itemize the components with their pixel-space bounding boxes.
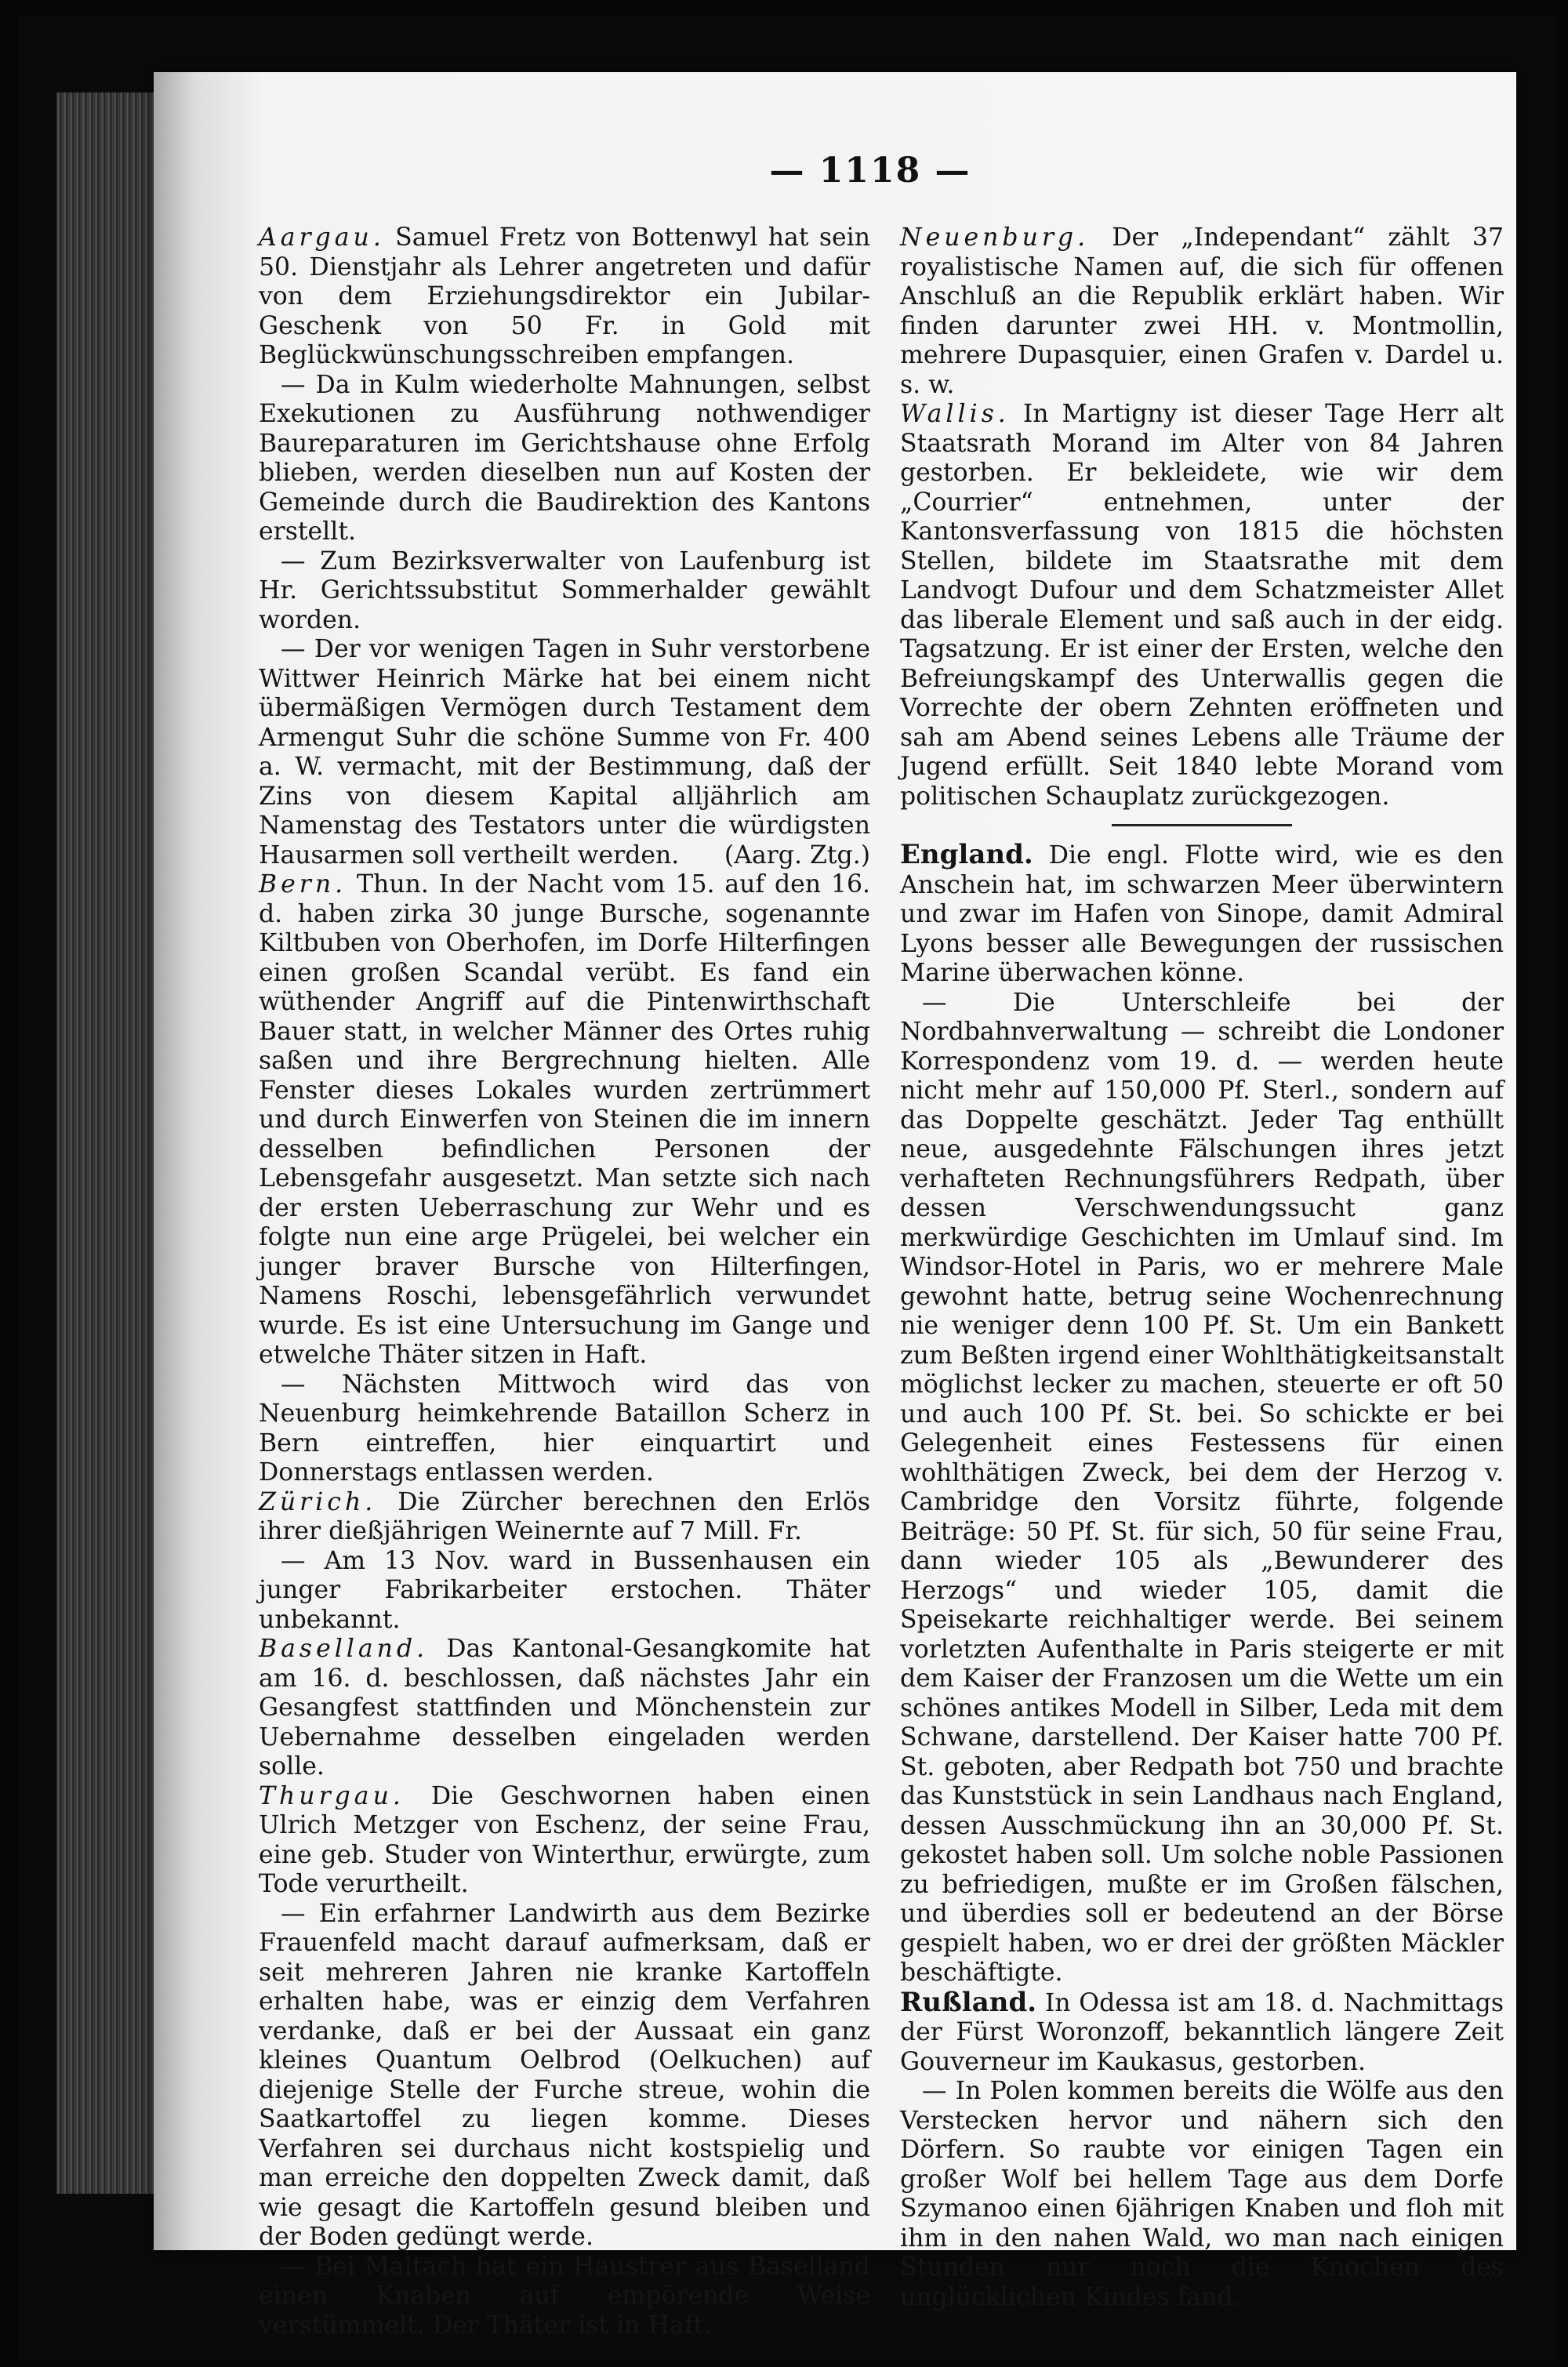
article-england-flotte: [900, 840, 1504, 989]
article-aargau-fretz: [259, 223, 870, 371]
article-text: — In Polen kommen bereits die Wölfe aus den Verstecken hervor und nähern sich den Dörfern. So raubte vor einigen Tagen ein großer Wolf bei hellem Tage aus dem Dorfe Szymanoo einen 6jährigen Knaben und floh mit ihm in den nahen Wald, wo man nach einigen Stunden nur noch die Knochen des unglücklichen Kindes fand.: [900, 2077, 1504, 2311]
article-text: — Die Unterschleife bei der Nordbahnverwaltung — schreibt die Londoner Korrespondenz vom 19. d. — werden heute nicht mehr auf 150,000 Pf. Sterl., sondern auf das Doppelte geschätzt. Jeder Tag enthüllt neue, ausgedehnte Fälschungen ihres jetzt verhafteten Rechnungsführers Redpath, über dessen Verschwendungssucht ganz merkwürdige Geschichten im Umlauf sind. Im Windsor-Hotel in Paris, wo er mehrere Male gewohnt hatte, betrug seine Wochenrechnung nie weniger denn 100 Pf. St. Um ein Bankett zum Beßten irgend einer Wohlthätigkeitsanstalt möglichst lecker zu machen, steuerte er oft 50 und auch 100 Pf. St. bei. So schickte er bei Gelegenheit eines Festessens für einen wohlthätigen Zweck, bei dem der Herzog v. Cambridge den Vorsitz führte, folgende Beiträge: 50 Pf. St. für sich, 50 für seine Frau, dann wieder 105 als „Bewunderer des Herzogs“ und wieder 105, damit die Speisekarte reichhaltiger werde. Bei seinem vorletzten Aufenthalte in Paris steigerte er mit dem Kaiser der Franzosen um die Wette um ein schönes antikes Modell in Silber, Leda mit dem Schwane, darstellend. Der Kaiser hatte 700 Pf. St. geboten, aber Redpath bot 750 und brachte das Kunststück in sein Landhaus nach England, dessen Ausschmückung ihn an 30,000 Pf. St. gekostet haben soll. Um solche noble Passionen zu befriedigen, mußte er im Großen fälschen, und überdies soll er bedeutend an der Börse gespielt haben, wo er drei der größten Mäckler beschäftigte.: [900, 988, 1504, 1987]
country-lead: Rußland.: [900, 1986, 1037, 2018]
article-thurgau: [259, 1782, 870, 1900]
article-text: Samuel Fretz von Bottenwyl hat sein 50. Dienstjahr als Lehrer angetreten und dafür von dem Erziehungsdirektor ein Jubilar-Geschenk von 50 Fr. in Gold mit Beglückwünschungsschreiben empfangen.: [259, 223, 870, 369]
page-number: — 1118 —: [769, 151, 971, 191]
region-lead: Thurgau.: [259, 1781, 405, 1810]
article-text: — Da in Kulm wiederholte Mahnungen, selbst Exekutionen zu Ausführung nothwendiger Baureparaturen im Gerichtshause ohne Erfolg blieben, werden dieselben nun auf Kosten der Gemeinde durch die Baudirektion des Kantons erstellt.: [259, 370, 870, 546]
article-text: — Am 13 Nov. ward in Bussenhausen ein junger Fabrikarbeiter erstochen. Thäter unbekannt.: [259, 1546, 870, 1634]
article-wallis: [900, 400, 1504, 811]
article-text: — Ein erfahrner Landwirth aus dem Bezirke Frauenfeld macht darauf aufmerksam, daß er seit mehreren Jahren nie kranke Kartoffeln erhalten habe, was er einzig dem Verfahren verdanke, daß er bei der Aussaat ein ganz kleines Quantum Oelbrod (Oelkuchen) auf diejenige Stelle der Furche streue, wohin die Saatkartoffel zu liegen komme. Dieses Verfahren sei durchaus nicht kostspielig und man erreiche den doppelten Zweck damit, daß wie gesagt die Kartoffeln gesund bleiben und der Boden gedüngt werde.: [259, 1899, 870, 2251]
article-baselland: [259, 1635, 870, 1782]
left-column: [259, 223, 870, 2340]
article-text: — Der vor wenigen Tagen in Suhr verstorbene Wittwer Heinrich Märke hat bei einem nicht übermäßigen Vermögen durch Testament dem Armengut Suhr die schöne Summe von Fr. 400 a. W. vermacht, mit der Bestimmung, daß der Zins von diesem Kapital alljährlich am Namenstag des Testators unter die würdigsten Hausarmen soll vertheilt werden.: [259, 635, 870, 869]
article-text: In Odessa ist am 18. d. Nachmittags der Fürst Woronzoff, bekanntlich längere Zeit Gouverneur im Kaukasus, gestorben.: [900, 1988, 1504, 2076]
country-lead: England.: [900, 839, 1033, 870]
region-lead: Zürich.: [259, 1487, 377, 1516]
article-suhr: [259, 635, 870, 870]
region-lead: Neuenburg.: [900, 223, 1090, 252]
article-text: Thun. In der Nacht vom 15. auf den 16. d. haben zirka 30 junge Bursche, sogenannte Kiltbuben von Oberhofen, im Dorfe Hilterfingen einen großen Scandal verübt. Es fand ein wüthender Angriff auf die Pintenwirthschaft Bauer statt, in welcher Männer des Ortes ruhig saßen und ihre Bergrechnung hielten. Alle Fenster dieses Lokales wurden zertrümmert und durch Einwerfen von Steinen die im innern desselben befindlichen Personen der Lebensgefahr ausgesetzt. Man setzte sich nach der ersten Ueberraschung zur Wehr und es folgte nun eine arge Prügelei, bei welcher ein junger braver Bursche von Hilterfingen, Namens Roschi, lebensgefährlich verwundet wurde. Es ist eine Untersuchung im Gange und etwelche Thäter sitzen in Haft.: [259, 870, 871, 1369]
article-text: Die Geschwornen haben einen Ulrich Metzger von Eschenz, der seine Frau, eine geb. Studer von Winterthur, erwürgte, zum Tode verurtheilt.: [259, 1781, 870, 1898]
article-text: In Martigny ist dieser Tage Herr alt Staatsrath Morand im Alter von 84 Jahren gestorben. Er bekleidete, wie wir dem „Courrier“ entnehmen, unter der Kantonsverfassung von 1815 die höchsten Stellen, bildete im Staatsrathe mit dem Landvogt Dufour und dem Schatzmeister Allet das liberale Element und saß auch in der eidg. Tagsatzung. Er ist einer der Ersten, welche den Befreiungskampf des Unterwallis gegen die Vorrechte der obern Zehnten eröffneten und sah am Abend seines Lebens alle Träume der Jugend erfüllt. Seit 1840 lebte Morand vom politischen Schauplatz zurückgezogen.: [900, 400, 1504, 811]
region-lead: Baselland.: [259, 1635, 429, 1663]
article-redpath: [900, 989, 1504, 1988]
article-polen-woelfe: [900, 2077, 1504, 2312]
article-zuerich: [259, 1488, 870, 1547]
article-kulm: [259, 371, 870, 547]
article-text: — Nächsten Mittwoch wird das von Neuenburg heimkehrende Bataillon Scherz in Bern eintreffen, hier einquartirt und Donnerstags entlassen werden.: [259, 1370, 870, 1487]
region-lead: Bern.: [259, 870, 347, 899]
article-neuenburg: [900, 223, 1504, 400]
right-column: [900, 223, 1504, 2312]
article-text: — Zum Bezirksverwalter von Laufenburg ist Hr. Gerichtssubstitut Sommerhalder gewählt worden.: [259, 546, 870, 634]
article-text: Das Kantonal-Gesangkomite hat am 16. d. beschlossen, daß nächstes Jahr ein Gesangfest stattfinden und Mönchenstein zur Uebernahme desselben eingeladen werden solle.: [259, 1635, 870, 1781]
article-text: Der „Independant“ zählt 37 royalistische Namen auf, die sich für offenen Anschluß an die Republik erklärt haben. Wir finden darunter zwei HH. v. Montmollin, mehrere Dupasquier, einen Grafen v. Dardel u. s. w.: [900, 223, 1504, 399]
article-maltach: [259, 2253, 870, 2341]
article-bataillon: [259, 1370, 870, 1488]
article-russland-odessa: [900, 1988, 1504, 2078]
article-source: (Aarg. Ztg.): [724, 840, 870, 869]
article-laufenburg: [259, 547, 870, 636]
region-lead: Aargau.: [259, 223, 385, 252]
article-text: Die engl. Flotte wird, wie es den Anschein hat, im schwarzen Meer überwintern und zwar im Hafen von Sinope, damit Admiral Lyons besser alle Bewegungen der russischen Marine überwachen könne.: [900, 841, 1504, 987]
article-bern-thun: [259, 870, 870, 1370]
article-bussenhausen: [259, 1547, 870, 1635]
section-divider: [1112, 824, 1292, 826]
article-text: Die Zürcher berechnen den Erlös ihrer dießjährigen Weinernte auf 7 Mill. Fr.: [259, 1487, 870, 1545]
article-text: — Bei Maltach hat ein Haustrer aus Baselland einen Knaben auf empörende Weise verstümmelt. Der Thäter ist in Haft.: [259, 2252, 870, 2340]
article-landwirth: [259, 1900, 870, 2253]
region-lead: Wallis.: [900, 400, 1010, 428]
